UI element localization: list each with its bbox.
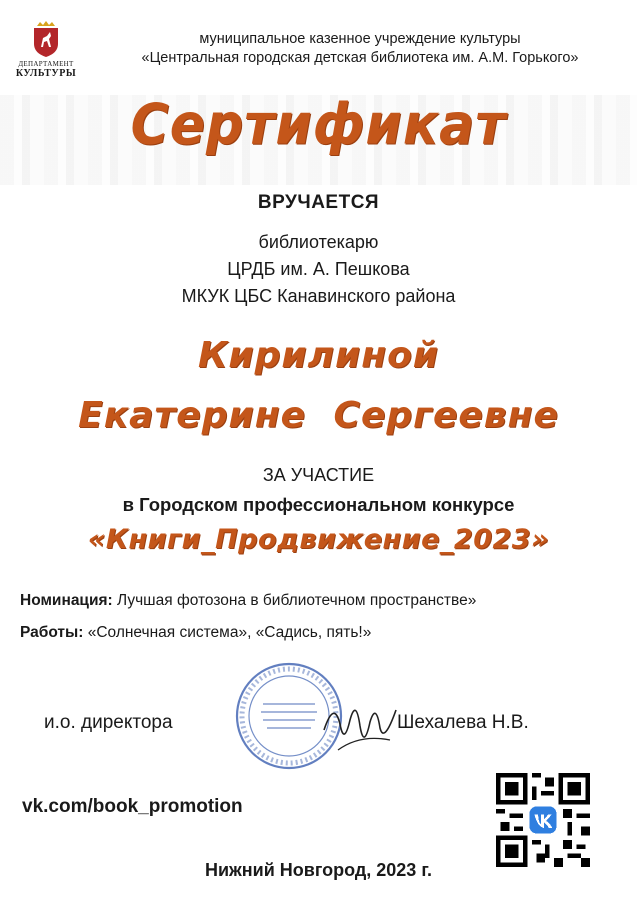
nomination-row xyxy=(20,592,476,610)
signatory-position: и.о. директора xyxy=(44,712,173,733)
recipient-line-1: библиотекарю xyxy=(258,232,379,252)
logo-department-text: ДЕПАРТАМЕНТ xyxy=(18,60,74,68)
organization-header xyxy=(95,30,625,68)
works-label: Работы: xyxy=(20,624,84,641)
nomination-label: Номинация: xyxy=(20,592,113,609)
recipient-surname: Кирилиной xyxy=(197,335,440,376)
certificate-title: Сертификат xyxy=(130,92,507,158)
vk-link[interactable]: vk.com/book_promotion xyxy=(22,796,243,817)
signatory-name: Шехалева Н.В. xyxy=(397,712,529,733)
logo-culture-text: КУЛЬТУРЫ xyxy=(15,68,77,79)
works-row xyxy=(20,624,371,642)
contest-name: «Книги_Продвижение_2023» xyxy=(87,524,550,555)
works-value: «Солнечная система», «Садись, пять!» xyxy=(87,624,372,641)
recipient-line-2: ЦРДБ им. А. Пешкова xyxy=(227,259,410,279)
recipient-given-names: Екатерине Сергеевне xyxy=(78,395,559,436)
participation-text: ЗА УЧАСТИЕ xyxy=(262,465,375,485)
nomination-value: Лучшая фотозона в библиотечном пространстве» xyxy=(117,592,477,609)
handwritten-signature xyxy=(320,690,400,760)
contest-text: в Городском профессиональном конкурсе xyxy=(122,494,515,515)
department-logo xyxy=(10,20,82,79)
city-year: Нижний Новгород, 2023 г. xyxy=(204,860,433,880)
recipient-line-3: МКУК ЦБС Канавинского района xyxy=(181,286,456,306)
organization-line1: муниципальное казенное учреждение культуры xyxy=(199,31,521,47)
awarded-text: ВРУЧАЕТСЯ xyxy=(257,192,380,213)
organization-line2: «Центральная городская детская библиотека им. А.М. Горького» xyxy=(141,50,579,66)
coat-of-arms-icon xyxy=(31,20,61,58)
recipient-block xyxy=(0,229,637,310)
qr-code-icon xyxy=(496,773,590,867)
